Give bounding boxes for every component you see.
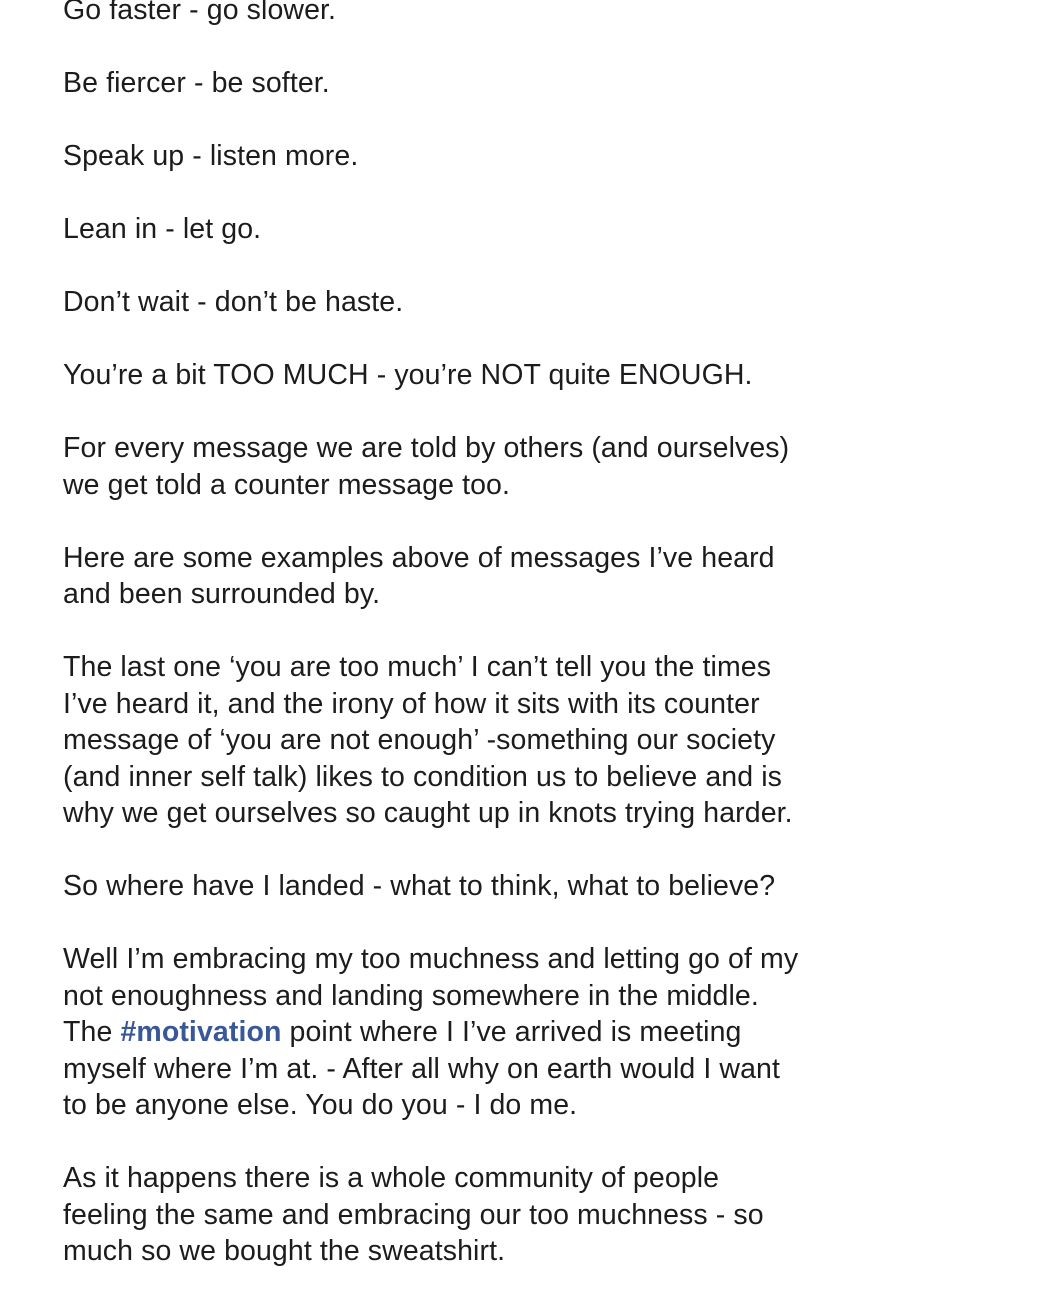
post-paragraph <box>63 0 923 29</box>
post-line: I’ve heard it, and the irony of how it sits with its counter <box>63 687 760 720</box>
hashtag-link-motivation[interactable]: #motivation <box>120 1016 282 1048</box>
post-text-fragment: The <box>63 1016 121 1048</box>
post-line: Speak up - listen more. <box>63 140 359 172</box>
post-line: Go faster - go slower. <box>63 0 337 26</box>
post-line: and been surrounded by. <box>63 578 381 610</box>
post-line: Be fiercer - be softer. <box>63 67 330 99</box>
post-line: Here are some examples above of messages I’ve heard <box>63 541 775 574</box>
post-line: The last one ‘you are too much’ I can’t tell you the times <box>63 651 772 683</box>
post-line: much so we bought the sweatshirt. <box>63 1235 506 1267</box>
post-paragraph <box>63 868 923 905</box>
post-text-fragment: point where I I’ve arrived is meeting <box>281 1016 742 1048</box>
post-line: why we get ourselves so caught up in knots trying harder. <box>63 797 793 829</box>
post-line: You’re a bit TOO MUCH - you’re NOT quite ENOUGH. <box>63 359 753 391</box>
post-paragraph <box>63 540 923 613</box>
post-line: not enoughness and landing somewhere in the middle. <box>63 979 759 1012</box>
post-paragraph <box>63 941 923 1124</box>
post-paragraph <box>63 138 923 175</box>
post-line: So where have I landed - what to think, what to believe? <box>63 870 776 902</box>
post-line: For every message we are told by others (and ourselves) <box>63 432 790 464</box>
post-paragraph <box>63 430 923 503</box>
post-line: to be anyone else. You do you - I do me. <box>63 1089 578 1121</box>
post-paragraph <box>63 1160 923 1270</box>
post-line: we get told a counter message too. <box>63 468 511 501</box>
post-line: Don’t wait - don’t be haste. <box>63 286 404 318</box>
post-paragraph <box>63 357 923 394</box>
post-line: (and inner self talk) likes to condition us to believe and is <box>63 760 782 793</box>
post-line: message of ‘you are not enough’ -something our society <box>63 724 776 756</box>
post-line: Lean in - let go. <box>63 213 262 245</box>
post-paragraph <box>63 65 923 102</box>
post-line: Well I’m embracing my too muchness and letting go of my <box>63 943 799 975</box>
post-line: As it happens there is a whole community of people <box>63 1162 720 1194</box>
post-paragraph <box>63 211 923 248</box>
post-line <box>63 1014 923 1051</box>
post-paragraph <box>63 649 923 832</box>
post-paragraph <box>63 284 923 321</box>
post-body <box>63 0 923 1306</box>
post-line: feeling the same and embracing our too muchness - so <box>63 1198 764 1231</box>
post-line: myself where I’m at. - After all why on earth would I want <box>63 1052 781 1085</box>
